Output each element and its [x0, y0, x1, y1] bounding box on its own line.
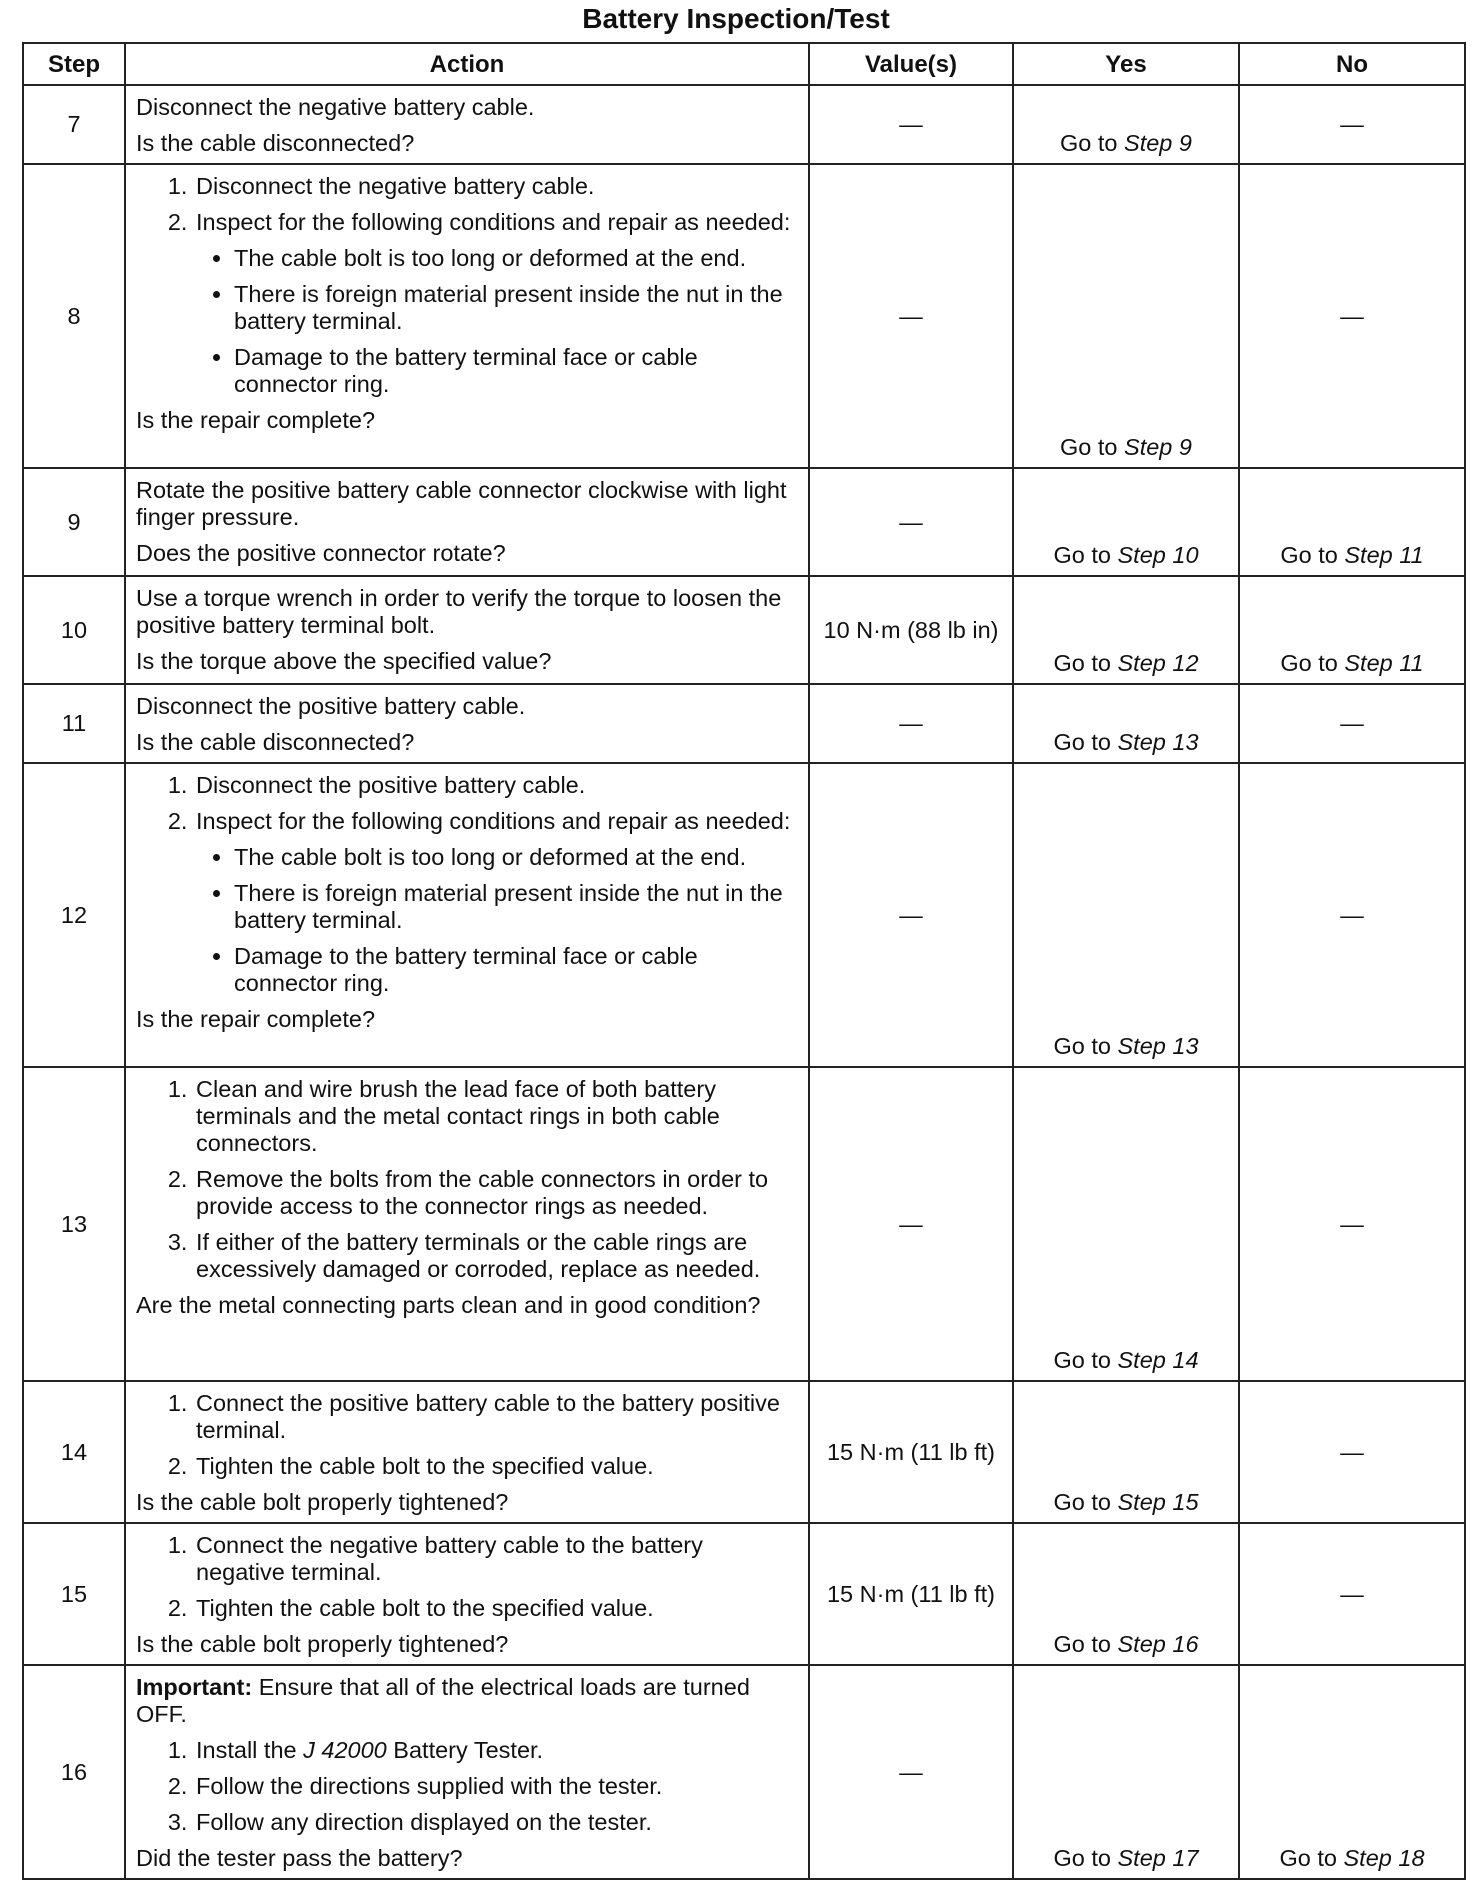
- table-title: Battery Inspection/Test: [582, 3, 890, 34]
- list-item: [194, 209, 798, 398]
- table-row: [23, 1067, 1465, 1381]
- yes-cell: [1013, 684, 1239, 763]
- yes-cell: [1013, 576, 1239, 684]
- list-item: [194, 173, 798, 200]
- list-item: 2. Follow the directions supplied with the tester.: [194, 1773, 798, 1800]
- header-step: Step: [23, 43, 125, 85]
- list-item: 1. Clean and wire brush the lead face of both battery terminals and the metal contact rings in both cable connectors.: [194, 1076, 798, 1157]
- action-cell: [125, 576, 809, 684]
- table-row: [23, 576, 1465, 684]
- no-cell: [1239, 468, 1465, 576]
- yes-cell: [1013, 468, 1239, 576]
- table-row: [23, 85, 1465, 164]
- table-row: [23, 1665, 1465, 1879]
- no-step-link: Step 11: [1344, 650, 1424, 676]
- step-number: 13: [23, 1067, 125, 1381]
- list-item: 1. Connect the negative battery cable to the battery negative terminal.: [194, 1532, 798, 1586]
- yes-step-link: Step 14: [1117, 1347, 1199, 1373]
- value-cell: 15 N·m (11 lb ft): [809, 1523, 1013, 1665]
- action-cell: [125, 763, 809, 1067]
- action-cell: [125, 1665, 809, 1879]
- step-number: 7: [23, 85, 125, 164]
- bullet-item: • Damage to the battery terminal face or cable connector ring.: [234, 943, 798, 997]
- no-cell: —: [1239, 763, 1465, 1067]
- numbered-list: [136, 173, 798, 398]
- value-cell: 15 N·m (11 lb ft): [809, 1381, 1013, 1523]
- yes-cell: [1013, 1523, 1239, 1665]
- header-values: Value(s): [809, 43, 1013, 85]
- value-cell: —: [809, 468, 1013, 576]
- value-cell: —: [809, 1067, 1013, 1381]
- header-yes: Yes: [1013, 43, 1239, 85]
- battery-test-table: [22, 42, 1466, 1880]
- no-step-link: Step 18: [1343, 1845, 1425, 1871]
- action-question: Is the repair complete?: [136, 407, 376, 433]
- action-cell: [125, 1067, 809, 1381]
- bullet-item: • The cable bolt is too long or deformed at the end.: [234, 245, 798, 272]
- yes-prefix: Go to: [1053, 1347, 1118, 1373]
- action-text: Use a torque wrench in order to verify the torque to loosen the positive battery terminal bolt.: [136, 585, 782, 638]
- value-cell: —: [809, 85, 1013, 164]
- table-row: [23, 1381, 1465, 1523]
- list-item: 2. Tighten the cable bolt to the specified value.: [194, 1453, 798, 1480]
- yes-prefix: Go to: [1060, 130, 1125, 156]
- table-row: [23, 468, 1465, 576]
- yes-step-link: Step 9: [1124, 434, 1192, 460]
- action-text: Disconnect the positive battery cable.: [136, 693, 526, 719]
- numbered-list: [136, 1390, 798, 1480]
- table-row: [23, 164, 1465, 468]
- yes-cell: [1013, 1381, 1239, 1523]
- table-row: [23, 1523, 1465, 1665]
- numbered-list: [136, 1737, 798, 1836]
- step-number: 9: [23, 468, 125, 576]
- value-cell: —: [809, 1665, 1013, 1879]
- yes-step-link: Step 12: [1117, 650, 1199, 676]
- step-number: 14: [23, 1381, 125, 1523]
- yes-prefix: Go to: [1053, 650, 1118, 676]
- action-text: Disconnect the negative battery cable.: [136, 94, 535, 120]
- no-step-link: Step 11: [1344, 542, 1424, 568]
- list-item: 3. Follow any direction displayed on the tester.: [194, 1809, 798, 1836]
- action-cell: [125, 164, 809, 468]
- numbered-list: [136, 1076, 798, 1283]
- action-question: Are the metal connecting parts clean and in good condition?: [136, 1292, 761, 1318]
- value-cell: —: [809, 763, 1013, 1067]
- yes-prefix: Go to: [1053, 542, 1118, 568]
- yes-prefix: Go to: [1053, 729, 1118, 755]
- yes-prefix: Go to: [1060, 434, 1125, 460]
- yes-prefix: Go to: [1053, 1489, 1118, 1515]
- yes-prefix: Go to: [1053, 1631, 1118, 1657]
- list-item: [194, 1737, 798, 1764]
- numbered-list: [136, 772, 798, 997]
- bullet-list: [196, 844, 798, 997]
- action-question: Did the tester pass the battery?: [136, 1845, 463, 1871]
- yes-step-link: Step 10: [1117, 542, 1199, 568]
- tool-name: J 42000: [303, 1737, 387, 1763]
- list-item: 2. Remove the bolts from the cable connectors in order to provide access to the connector rings as needed.: [194, 1166, 798, 1220]
- no-cell: [1239, 1665, 1465, 1879]
- yes-step-link: Step 17: [1117, 1845, 1199, 1871]
- no-cell: —: [1239, 164, 1465, 468]
- yes-cell: [1013, 763, 1239, 1067]
- no-cell: —: [1239, 684, 1465, 763]
- action-cell: [125, 85, 809, 164]
- action-cell: [125, 468, 809, 576]
- yes-cell: [1013, 85, 1239, 164]
- yes-step-link: Step 15: [1117, 1489, 1199, 1515]
- list-item: [194, 808, 798, 997]
- bullet-list: [196, 245, 798, 398]
- bullet-item: • There is foreign material present inside the nut in the battery terminal.: [234, 281, 798, 335]
- action-question: Is the cable disconnected?: [136, 130, 415, 156]
- action-question: Does the positive connector rotate?: [136, 540, 506, 566]
- yes-prefix: Go to: [1053, 1845, 1118, 1871]
- bullet-item: • There is foreign material present inside the nut in the battery terminal.: [234, 880, 798, 934]
- yes-cell: [1013, 1067, 1239, 1381]
- step-number: 16: [23, 1665, 125, 1879]
- step-number: 11: [23, 684, 125, 763]
- list-item: 3. If either of the battery terminals or the cable rings are excessively damaged or corroded, replace as needed.: [194, 1229, 798, 1283]
- item-text: Inspect for the following conditions and repair as needed:: [196, 808, 791, 834]
- value-cell: —: [809, 164, 1013, 468]
- action-question: Is the cable disconnected?: [136, 729, 415, 755]
- item-text: Disconnect the negative battery cable.: [196, 173, 595, 199]
- action-question: Is the repair complete?: [136, 1006, 376, 1032]
- header-row: [23, 43, 1465, 85]
- yes-step-link: Step 9: [1124, 130, 1192, 156]
- step-number: 15: [23, 1523, 125, 1665]
- action-text: Rotate the positive battery cable connector clockwise with light finger pressure.: [136, 477, 787, 530]
- yes-step-link: Step 13: [1117, 729, 1199, 755]
- value-cell: 10 N·m (88 lb in): [809, 576, 1013, 684]
- table-row: [23, 684, 1465, 763]
- list-item: [194, 772, 798, 799]
- item-text: Inspect for the following conditions and repair as needed:: [196, 209, 791, 235]
- no-prefix: Go to: [1280, 650, 1345, 676]
- no-cell: —: [1239, 1523, 1465, 1665]
- action-cell: [125, 684, 809, 763]
- list-item: 1. Connect the positive battery cable to the battery positive terminal.: [194, 1390, 798, 1444]
- step-number: 10: [23, 576, 125, 684]
- action-question: Is the cable bolt properly tightened?: [136, 1631, 509, 1657]
- yes-prefix: Go to: [1053, 1033, 1118, 1059]
- bullet-item: • The cable bolt is too long or deformed at the end.: [234, 844, 798, 871]
- step-number: 12: [23, 763, 125, 1067]
- yes-step-link: Step 13: [1117, 1033, 1199, 1059]
- header-no: No: [1239, 43, 1465, 85]
- no-cell: [1239, 576, 1465, 684]
- numbered-list: [136, 1532, 798, 1622]
- table-row: [23, 763, 1465, 1067]
- important-label: Important:: [136, 1674, 253, 1700]
- yes-cell: [1013, 1665, 1239, 1879]
- no-cell: —: [1239, 1381, 1465, 1523]
- action-cell: [125, 1381, 809, 1523]
- bullet-item: • Damage to the battery terminal face or cable connector ring.: [234, 344, 798, 398]
- important-text: Ensure that all of the electrical loads are turned OFF.: [136, 1674, 750, 1727]
- value-cell: —: [809, 684, 1013, 763]
- list-item: 2. Tighten the cable bolt to the specified value.: [194, 1595, 798, 1622]
- no-cell: —: [1239, 1067, 1465, 1381]
- step-number: 8: [23, 164, 125, 468]
- action-question: Is the cable bolt properly tightened?: [136, 1489, 509, 1515]
- action-question: Is the torque above the specified value?: [136, 648, 552, 674]
- action-cell: [125, 1523, 809, 1665]
- yes-cell: [1013, 164, 1239, 468]
- item-text: Disconnect the positive battery cable.: [196, 772, 586, 798]
- no-prefix: Go to: [1280, 542, 1345, 568]
- no-prefix: Go to: [1279, 1845, 1344, 1871]
- important-note: [136, 1674, 798, 1728]
- item-text: Install the: [196, 1737, 304, 1763]
- yes-step-link: Step 16: [1117, 1631, 1199, 1657]
- no-cell: —: [1239, 85, 1465, 164]
- header-action: Action: [125, 43, 809, 85]
- item-text: Battery Tester.: [386, 1737, 544, 1763]
